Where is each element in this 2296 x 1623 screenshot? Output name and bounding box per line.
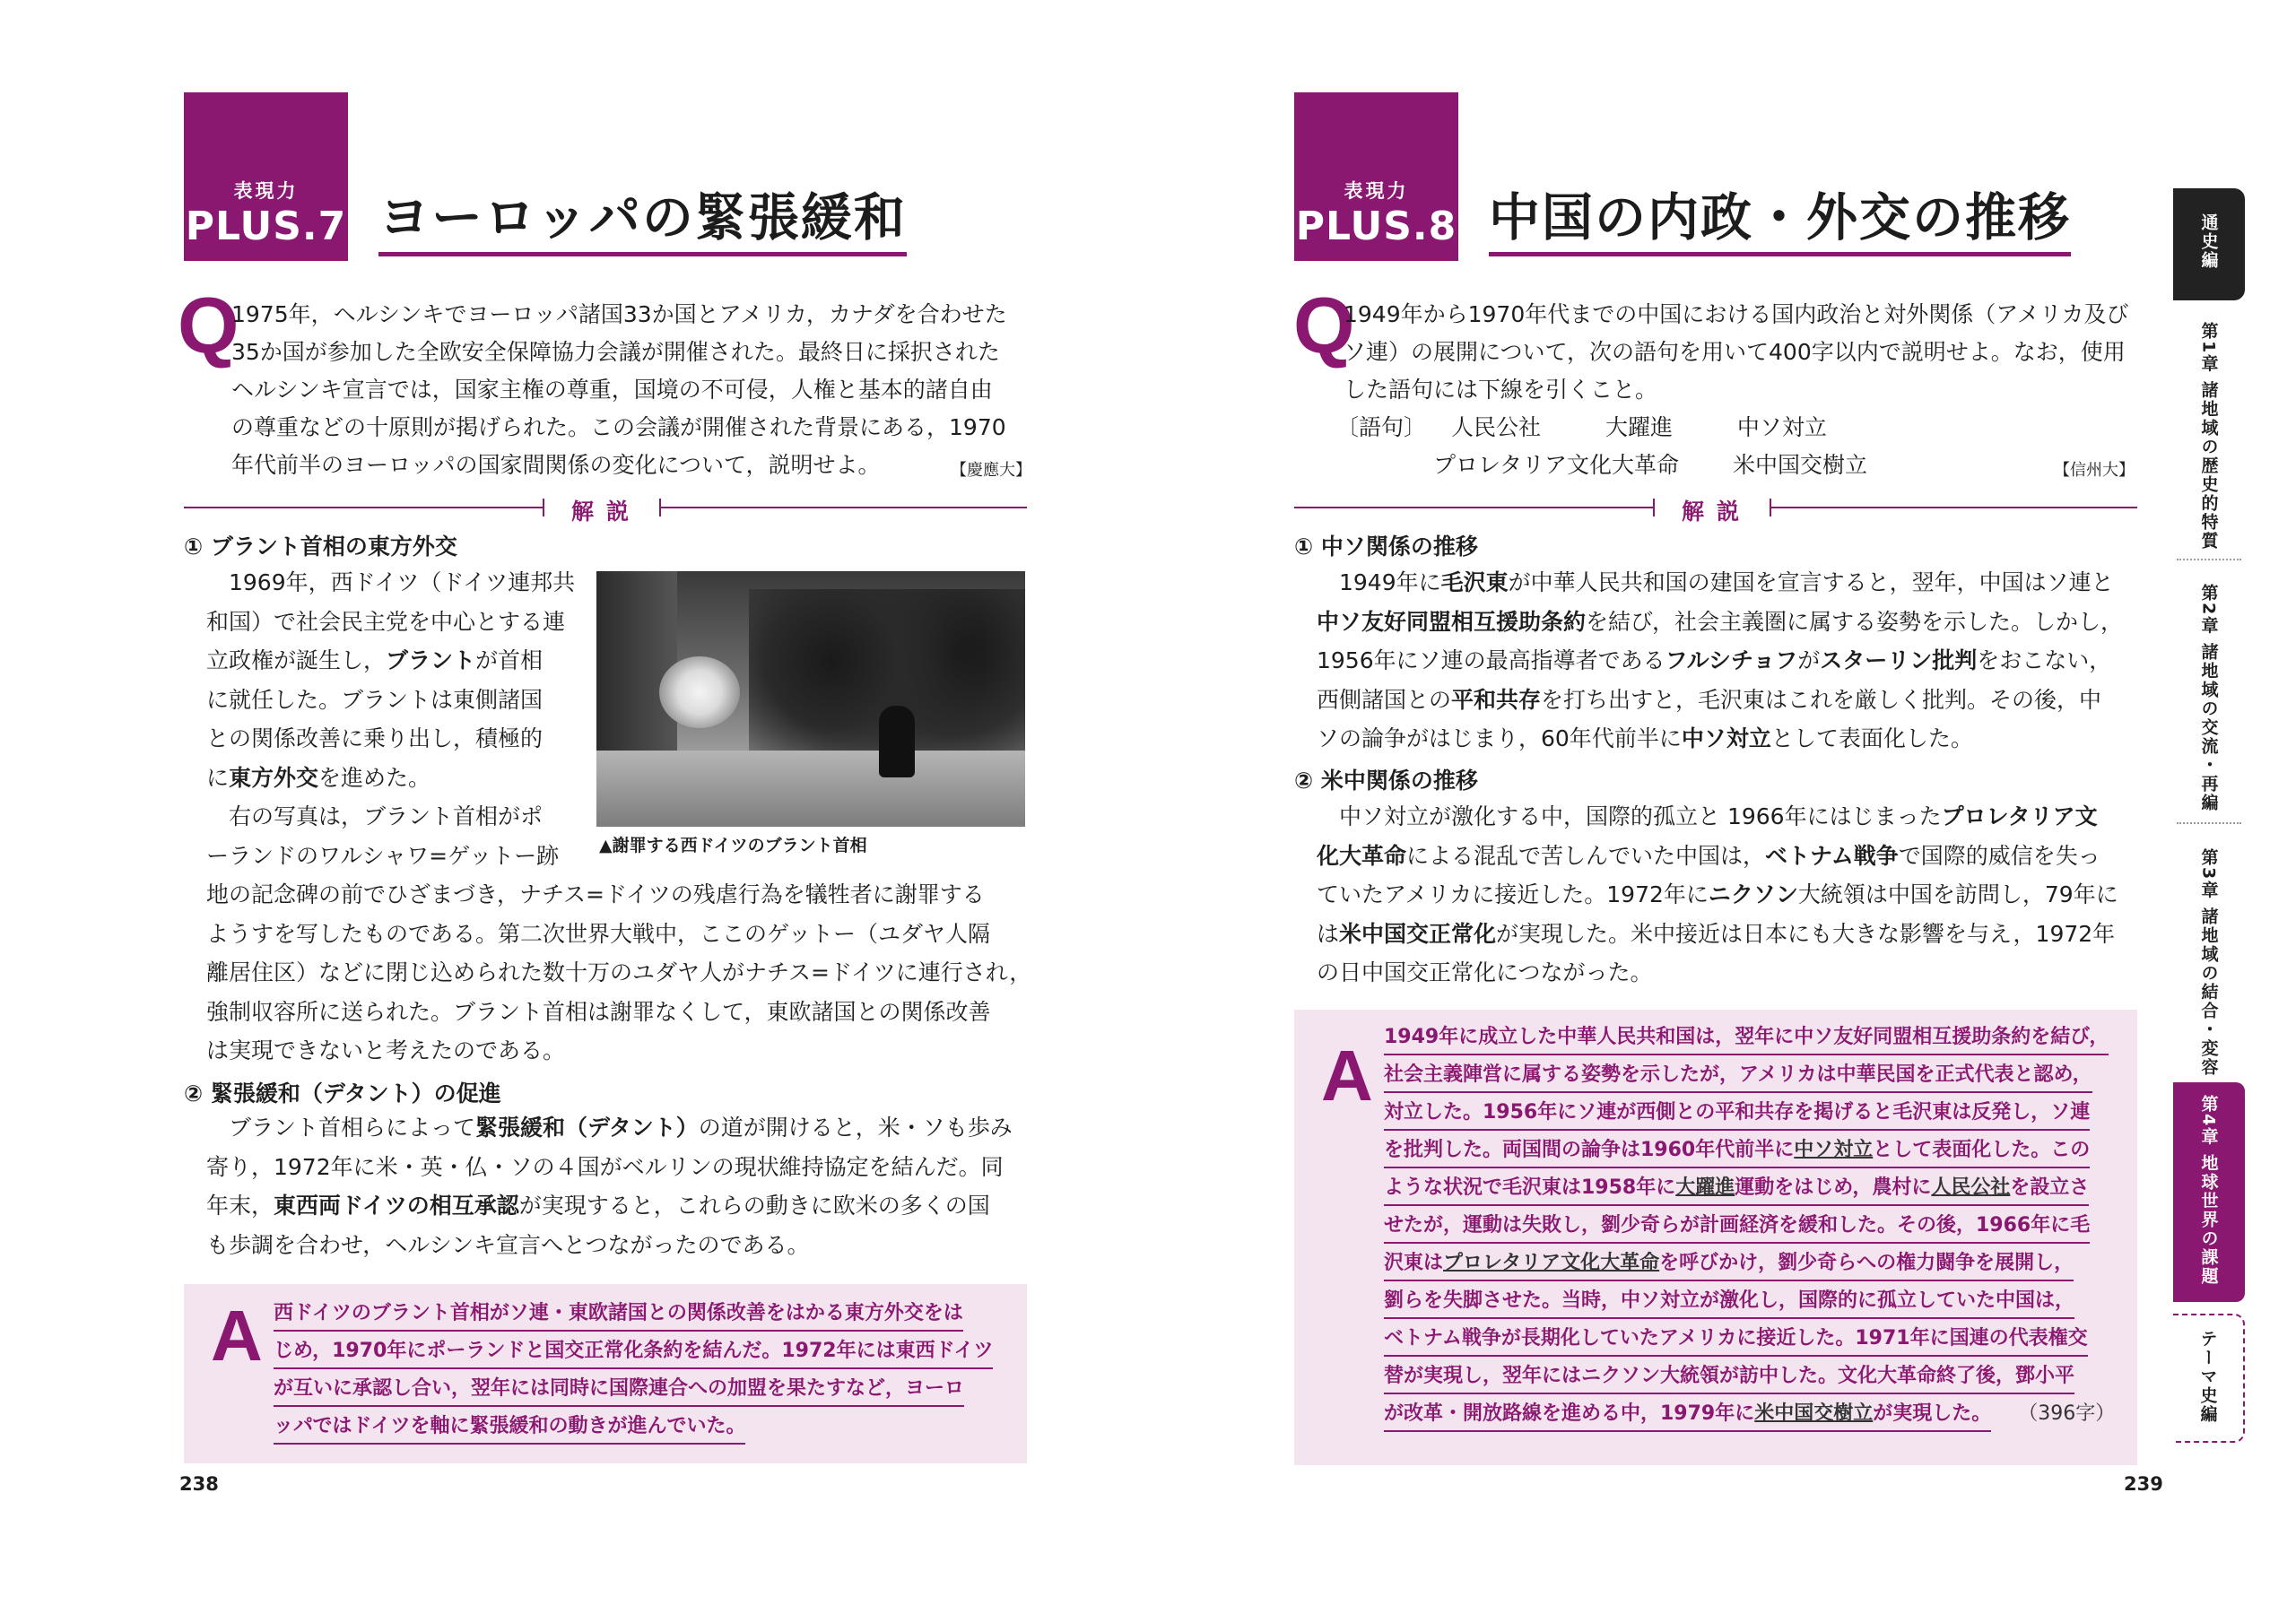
tab-chapter-4[interactable]: 第4章 地球世界の課題 <box>2173 1082 2245 1302</box>
explanation-divider <box>1294 497 2137 525</box>
plus8-badge <box>1294 92 1458 261</box>
brandt-photo <box>596 571 1025 827</box>
section-label: 解説 <box>571 499 642 525</box>
section-heading: ② 緊張緩和（デタント）の促進 <box>184 1081 501 1107</box>
tab-chapter-2[interactable]: 第2章 諸地域の交流・再編 <box>2198 584 2219 812</box>
answer-mark-icon: A <box>211 1296 263 1376</box>
answer-box <box>1294 1010 2137 1465</box>
plus7-badge <box>184 92 348 261</box>
source-tag: 【信州大】 <box>2054 461 2135 480</box>
explanation-divider <box>184 497 1027 525</box>
tab-chapter-1[interactable]: 第1章 諸地域の歴史的特質 <box>2198 322 2219 551</box>
page-title: 中国の内政・外交の推移 <box>1489 189 2071 256</box>
badge-category: 表現力 <box>1344 180 1409 202</box>
section-label: 解説 <box>1682 499 1752 525</box>
section-body: 中ソ対立が激化する中，国際的孤立と 1966年にはじまったプロレタリア文 化大革命による混乱で苦しんでいた中国は，ベトナム戦争で国際的威信を失っ ていたアメリカに接近した。1972年にニクソン大統領は中国を訪問し，79年に は米中国交正常化が実現した。米中接近は日本にも大きな影響を与え，1972年 の日中国交正常化につながった。 <box>1317 803 2118 985</box>
answer-box <box>184 1284 1027 1463</box>
answer-mark-icon: A <box>1321 1036 1373 1115</box>
section-heading: ① ブラント首相の東方外交 <box>184 534 457 560</box>
section-body: 1949年に毛沢東が中華人民共和国の建国を宣言すると，翌年，中国はソ連と 中ソ友好同盟相互援助条約を結び，社会主義圏に属する姿勢を示した。しかし， 1956年にソ連の最高指導者であるフルシチョフがスターリン批判をおこない， 西側諸国との平和共存を打ち出すと，毛沢東はこれを厳しく批判。その後，中 ソの論争がはじまり，60年代前半に中ソ対立として表面化した。 <box>1317 569 2124 751</box>
section-body: 1969年，西ドイツ（ドイツ連邦共 和国）で社会民主党を中心とする連 立政権が誕生し，ブラントが首相 に就任した。ブラントは東側諸国 との関係改善に乗り出し，積極的 に東方外交を進めた。 右の写真は，ブラント首相がポ ーランドのワルシャワ=ゲットー跡 地の記念碑の前でひざまづき，ナチス=ドイツの残虐行為を犠牲者に謝罪する ようすを写したものである。第二次世界大戦中，ここのゲットー（ユダヤ人隔 離居住区）などに閉じ込められた数十万のユダヤ人がナチス=ドイツに連行され， 強制収容所に送られた。ブラント首相は謝罪なくして，東欧諸国との関係改善 は実現できないと考えたのである。 <box>206 569 1032 1063</box>
source-tag: 【慶應大】 <box>951 461 1031 480</box>
badge-number: PLUS.7 <box>185 204 347 249</box>
question-mark-icon: Q <box>1293 281 1355 369</box>
section-heading: ① 中ソ関係の推移 <box>1294 534 1478 560</box>
section-body: ブラント首相らによって緊張緩和（デタント）の道が開けると，米・ソも歩み 寄り，1972年に米・英・仏・ソの４国がベルリンの現状維持協定を結んだ。同 年末，東西両ドイツの相互承認が実現すると，これらの動きに欧米の多くの国 も歩調を合わせ，ヘルシンキ宣言へとつながったのである。 <box>206 1115 1013 1258</box>
tab-theme-history[interactable]: テーマ史編 <box>2173 1314 2245 1443</box>
tab-chapter-3[interactable]: 第3章 諸地域の結合・変容 <box>2198 848 2219 1077</box>
badge-number: PLUS.8 <box>1295 204 1457 249</box>
photo-caption: ▲謝罪する西ドイツのブラント首相 <box>599 836 867 855</box>
tab-general-history[interactable]: 通史編 <box>2173 188 2245 300</box>
right-page <box>1148 0 2296 1623</box>
question-text: 1949年から1970年代までの中国における国内政治と対外関係（アメリカ及び ソ連）の展開について，次の語句を用いて400字以内で説明せよ。なお，使用 した語句には下線を引くこと。 <box>1344 301 2129 403</box>
badge-category: 表現力 <box>233 180 299 202</box>
answer-text: 1949年に成立した中華人民共和国は，翌年に中ソ友好同盟相互援助条約を結び， 社会主義陣営に属する姿勢を示したが，アメリカは中華民国を正式代表と認め， 対立した。1956年にソ連が西側との平和共存を掲げると毛沢東は反発し，ソ連 を批判した。両国間の論争は1960年代前半に中ソ対立として表面化した。この ような状況で毛沢東は1958年に大躍進運動をはじめ，農村に人民公社を設立さ せたが，運動は失敗し，劉少奇らが計画経済を緩和した。その後，1966年に毛 沢東はプロレタリア文化大革命を呼びかけ，劉少奇らへの権力闘争を展開し， 劉らを失脚させた。当時，中ソ対立が激化し，国際的に孤立していた中国は， ベトナム戦争が長期化していたアメリカに接近した。1971年に国連の代表権交 替が実現し，翌年にはニクソン大統領が訪中した。文化大革命終了後，鄧小平 が改革・開放路線を進める中，1979年に米中国交樹立が実現した。 （396字） <box>1384 1019 2115 1433</box>
char-count: （396字） <box>2018 1402 2116 1425</box>
page-number: 239 <box>2124 1473 2163 1495</box>
terms-list: 〔語句〕 人民公社 大躍進 中ソ対立 プロレタリア文化大革命 米中国交樹立 <box>1336 414 1867 478</box>
question-mark-icon: Q <box>178 281 239 369</box>
section-heading: ② 米中関係の推移 <box>1294 768 1478 794</box>
answer-text: 西ドイツのブラント首相がソ連・東欧諸国との関係改善をはかる東方外交をは じめ，1970年にポーランドと国交正常化条約を結んだ。1972年には東西ドイツ が互いに承認し合い，翌年には同時に国際連合への加盟を果たすなど，ヨーロ ッパではドイツを軸に緊張緩和の動きが進んでいた。 <box>274 1295 993 1445</box>
page-number: 238 <box>179 1473 219 1495</box>
question-text: 1975年，ヘルシンキでヨーロッパ諸国33か国とアメリカ，カナダを合わせた 35か国が参加した全欧安全保障協力会議が開催された。最終日に採択された ヘルシンキ宣言では，国家主権の尊重，国境の不可侵，人権と基本的諸自由 の尊重などの十原則が掲げられた。この会議が開催された背景にある，1970 年代前半のヨーロッパの国家間関係の変化について，説明せよ。 <box>231 301 1007 478</box>
page-title: ヨーロッパの緊張緩和 <box>378 189 907 256</box>
